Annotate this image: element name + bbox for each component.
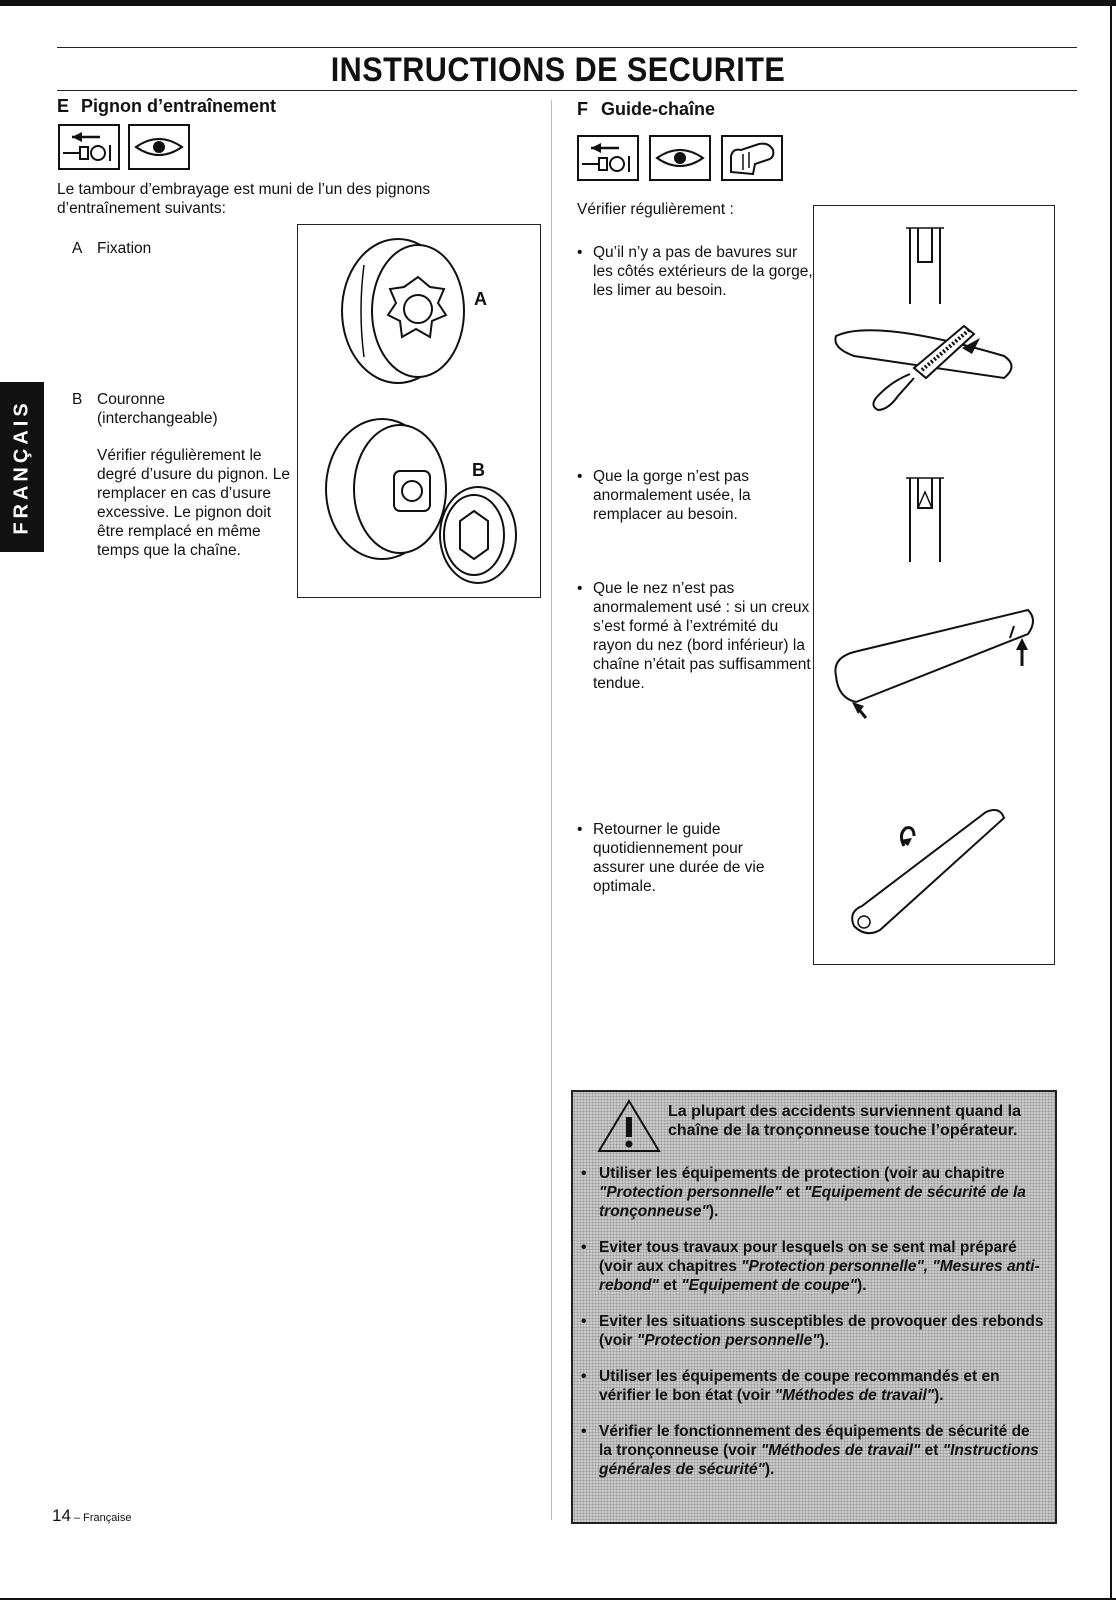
section-f-heading [577,99,715,120]
sprocket-figure [297,224,541,598]
page-title: INSTRUCTIONS DE SECURITE [330,51,786,89]
warning-item-5-ref-2: "Instructions générales de sécurité" [599,1442,1039,1478]
warning-item-1-mid: et [781,1184,805,1201]
bar-flip-drawing [852,810,1004,933]
warning-item-2-ref-2: "Equipement de coupe" [681,1277,858,1294]
warning-item-2 [581,1238,1047,1295]
glove-icon [722,136,782,180]
warning-item-4-text: Utiliser les équipements de coupe recommandés et en vérifier le bon état (voir [599,1368,1000,1404]
bullet-dot: • [581,1368,587,1385]
bar-nose-wear-drawing [835,610,1033,718]
bullet-dot: • [581,1239,587,1256]
bar-groove-section-1 [906,228,944,304]
item-b-label: Couronne (interchangeable) [97,391,218,427]
maintenance-icons-f [577,134,793,184]
warning-heading: La plupart des accidents surviennent quand la chaîne de la tronçonneuse touche l’opérateur. [668,1103,1021,1139]
drive-tool-icon [59,125,119,169]
section-f-letter: F [577,99,588,119]
page-number [52,1506,131,1526]
item-b-text: Vérifier régulièrement le degré d’usure du pignon. Le remplacer en cas d’usure excessive. Le pignon doit être remplacé en même temps que la chaîne. [97,447,291,559]
language-tab-label: FRANÇAIS [10,399,33,535]
section-e-letter: E [57,96,70,116]
bullet-dot: • [577,580,583,597]
warning-triangle-icon [597,1098,661,1154]
language-tab [0,382,44,552]
warning-item-3-end: ). [819,1332,830,1349]
bar-check-text-3: Que le nez n’est pas anormalement usé : si un creux s’est formé à l’extrémité du rayon du nez (bord inférieur) la chaîne n’était pas suffisamment tendue. [593,580,811,692]
warning-item-1-end: ). [708,1203,719,1220]
warning-item-2-end: ). [857,1277,867,1294]
warning-item-4 [581,1367,1047,1405]
bullet-dot: • [577,468,583,485]
bullet-dot: • [577,244,583,261]
bullet-dot: • [581,1165,587,1182]
bar-check-bullet-4 [577,820,793,896]
bar-filing-drawing [835,326,1011,410]
page-number-value: 14 [52,1506,71,1525]
item-b-letter: B [72,391,83,408]
figure-label-a: A [474,289,487,309]
top-border [0,0,1116,6]
warning-item-1-ref-2: "Equipement de sécurité de la tronçonneuse" [599,1184,1026,1220]
section-e-heading [57,96,276,117]
bar-check-bullet-1 [577,243,813,300]
warning-item-1 [581,1164,1047,1221]
warning-item-4-end: ). [934,1387,944,1404]
column-divider [551,100,552,1520]
warning-item-5-mid: et [920,1442,943,1459]
warning-item-2-ref-1: "Protection personnelle", "Mesures anti-rebond" [599,1258,1040,1294]
bullet-dot: • [581,1313,587,1330]
inspect-eye-icon [650,136,710,180]
warning-item-5-end: ). [764,1461,775,1478]
inspect-eye-icon [129,125,189,169]
bar-check-bullet-3 [577,579,813,693]
bullet-dot: • [581,1423,587,1440]
warning-item-1-text: Utiliser les équipements de protection (voir au chapitre [599,1165,1005,1182]
guide-bar-illustration [814,206,1054,964]
right-border [1110,0,1112,1600]
bar-check-text-4: Retourner le guide quotidiennement pour assurer une durée de vie optimale. [593,821,765,895]
warning-item-3-ref-1: "Protection personnelle" [636,1332,820,1349]
title-rule-bottom [57,90,1077,91]
section-f-intro: Vérifier régulièrement : [577,201,734,218]
warning-item-2-mid: et [658,1277,682,1294]
bar-groove-section-2 [906,478,944,562]
warning-item-5-text: Vérifier le fonctionnement des équipements de sécurité de la tronçonneuse (voir [599,1423,1030,1459]
page-number-suffix: – Française [70,1512,132,1524]
section-e-title: Pignon d’entraînement [81,96,277,116]
sprocket-illustration [298,225,540,597]
section-e-intro: Le tambour d’embrayage est muni de l’un des pignons d’entraînement suivants: [57,181,431,217]
warning-item-3 [581,1312,1047,1350]
warning-item-5-ref-1: "Méthodes de travail" [760,1442,921,1459]
item-a-letter: A [72,240,83,257]
drive-tool-icon [578,136,638,180]
rim-sprocket-drawing [326,419,516,583]
bullet-dot: • [577,821,583,838]
bar-check-text-2: Que la gorge n’est pas anormalement usée, la remplacer au besoin. [593,468,751,523]
figure-label-b: B [472,460,485,480]
warning-item-1-ref-1: "Protection personnelle" [599,1184,782,1201]
safety-warning-box [571,1090,1057,1524]
bar-check-text-1: Qu’il n’y a pas de bavures sur les côtés extérieurs de la gorge, les limer au besoin. [593,244,813,299]
bar-check-bullet-2 [577,467,813,524]
item-a-label: Fixation [97,240,152,257]
warning-item-4-ref-1: "Méthodes de travail" [774,1387,935,1404]
title-rule-top [57,47,1077,48]
guide-bar-figure [813,205,1055,965]
warning-item-5 [581,1422,1047,1479]
warning-item-3-text: Eviter les situations susceptibles de provoquer des rebonds (voir [599,1313,1044,1349]
maintenance-icons-e [58,123,198,173]
spur-sprocket-drawing [342,239,464,383]
section-f-title: Guide-chaîne [601,99,716,119]
warning-item-2-text: Eviter tous travaux pour lesquels on se sent mal préparé (voir aux chapitres [599,1239,1017,1275]
